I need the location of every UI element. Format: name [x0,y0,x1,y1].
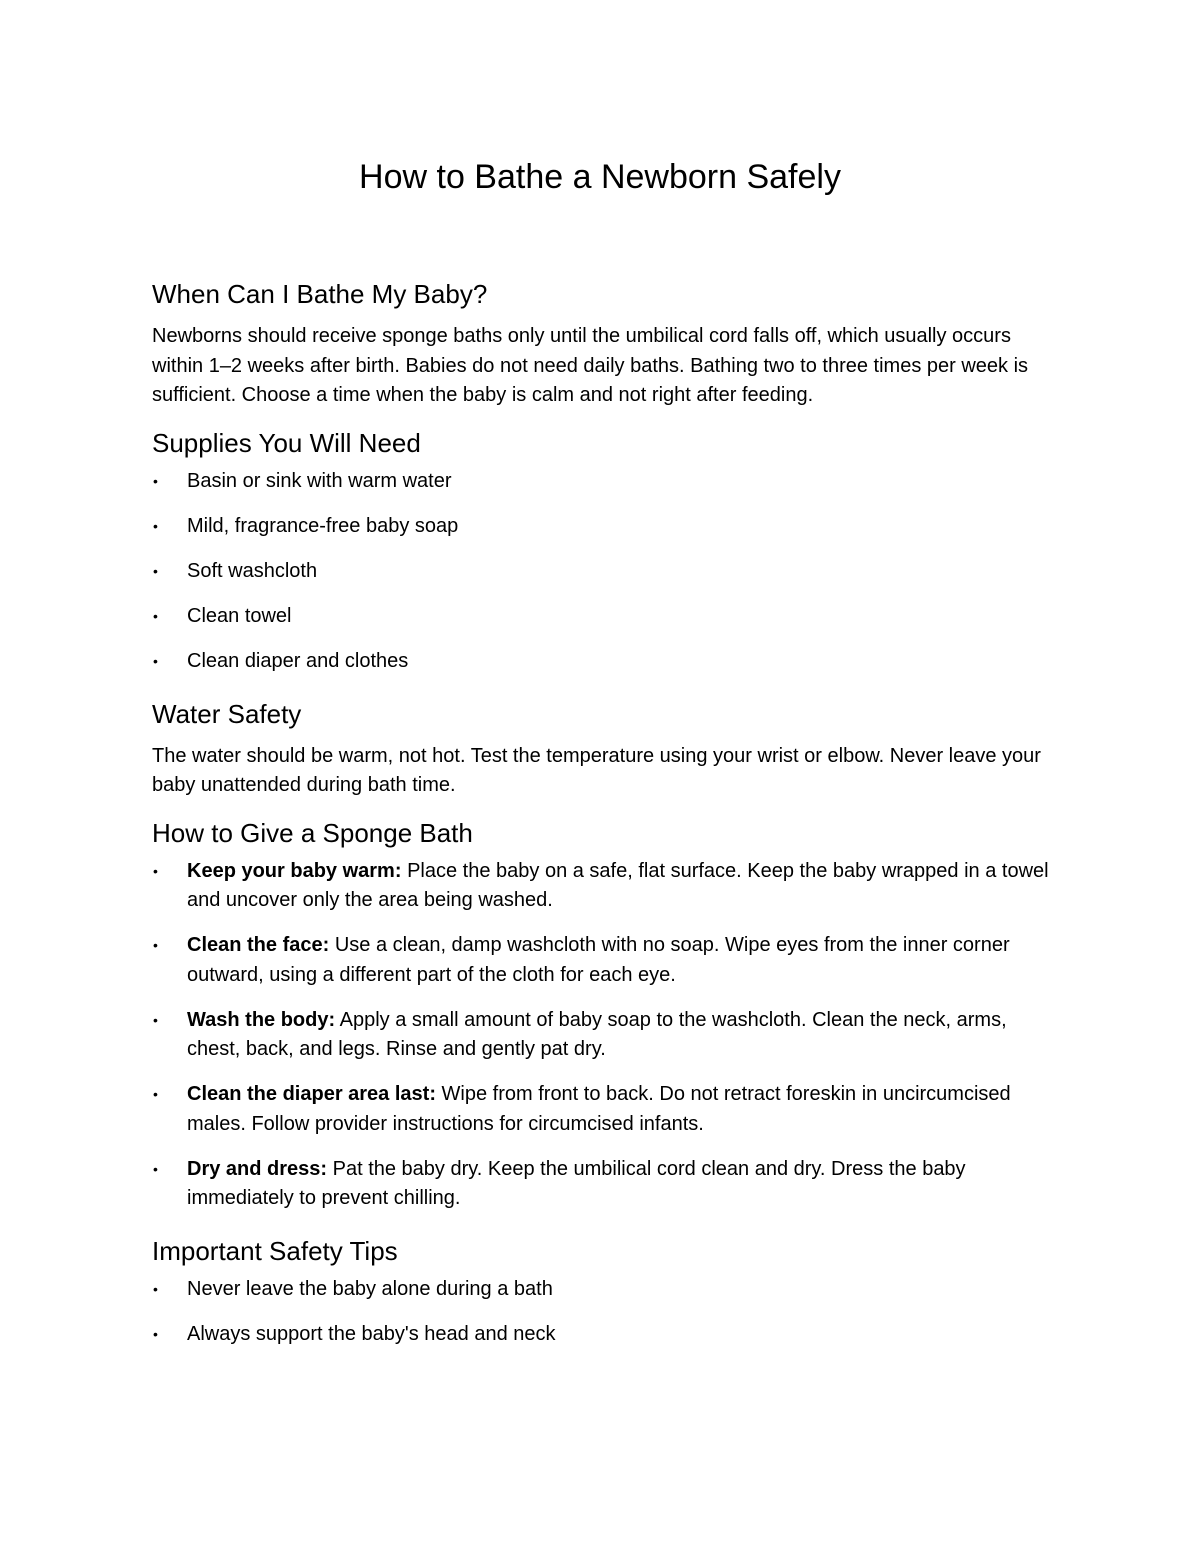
bullet-icon: • [153,1326,158,1342]
sponge-steps-list [152,857,1052,1214]
list-item-text: Mild, fragrance-free baby soap [187,514,459,537]
document-title: How to Bathe a Newborn Safely [359,158,841,196]
section-heading: How to Give a Sponge Bath [152,817,473,848]
document-content [152,272,1052,1365]
section-heading: Water Safety [152,698,302,729]
bullet-icon: • [153,607,158,624]
list-item-text: Clean diaper and clothes [187,649,409,672]
list-item [152,647,1052,677]
bullet-icon: • [153,1011,158,1028]
list-item [152,557,1052,587]
section-paragraph: The water should be warm, not hot. Test the temperature using your wrist or elbow. Never leave your baby unattended during bath time. [152,744,1041,796]
list-item [152,931,1052,990]
list-item [152,602,1052,632]
list-item [152,512,1052,542]
section-heading: Supplies You Will Need [152,427,421,458]
list-item [152,857,1052,916]
step-label: Clean the face: [187,934,330,956]
bullet-icon: • [153,562,158,579]
section-sponge-bath [152,811,1052,1214]
list-item-text: Clean towel [187,604,292,627]
list-item [152,467,1052,497]
list-item [152,1006,1052,1065]
bullet-icon: • [153,862,158,879]
supplies-list [152,467,1052,677]
step-label: Keep your baby warm: [187,859,402,882]
step-label: Clean the diaper area last: [187,1083,436,1105]
bullet-icon: • [153,472,158,489]
section-supplies [152,421,1052,677]
list-item-text: Always support the baby's head and neck [187,1323,556,1345]
list-item-text: Soft washcloth [187,559,318,582]
list-item-text: Basin or sink with warm water [187,469,452,492]
section-water [152,692,1052,801]
safety-tips-list [152,1275,1052,1350]
step-text: Wipe from front to back. Do not retract foreskin in uncircumcised males. Follow provider instructions for circumcised infants. [187,1083,1011,1135]
section-when [152,272,1052,411]
section-safety-tips [152,1229,1052,1350]
list-item [152,1080,1052,1139]
list-item [152,1275,1052,1305]
list-item [152,1155,1052,1214]
list-item-text: Never leave the baby alone during a bath [187,1278,553,1300]
step-label: Wash the body: [187,1008,336,1031]
step-label: Dry and dress: [187,1157,328,1180]
section-heading: When Can I Bathe My Baby? [152,279,488,309]
step-text: Pat the baby dry. Keep the umbilical cord clean and dry. Dress the baby immediately to prevent chilling. [187,1157,966,1209]
bullet-icon: • [153,1160,158,1177]
bullet-icon: • [153,1086,158,1102]
list-item [152,1320,1052,1350]
bullet-icon: • [153,1281,158,1297]
section-heading: Important Safety Tips [152,1236,398,1266]
step-text: Place the baby on a safe, flat surface. Keep the baby wrapped in a towel and uncover only the area being washed. [187,859,1049,911]
bullet-icon: • [153,517,158,534]
bullet-icon: • [153,937,158,953]
step-text: Use a clean, damp washcloth with no soap. Wipe eyes from the inner corner outward, using a different part of the cloth for each eye. [187,934,1010,986]
section-paragraph: Newborns should receive sponge baths only until the umbilical cord falls off, which usually occurs within 1–2 weeks after birth. Babies do not need daily baths. Bathing two to three times per week is sufficient. Choose a time when the baby is calm and not right after feeding. [152,325,1029,406]
bullet-icon: • [153,652,158,669]
step-text: Apply a small amount of baby soap to the washcloth. Clean the neck, arms, chest, back, and legs. Rinse and gently pat dry. [187,1008,1007,1060]
